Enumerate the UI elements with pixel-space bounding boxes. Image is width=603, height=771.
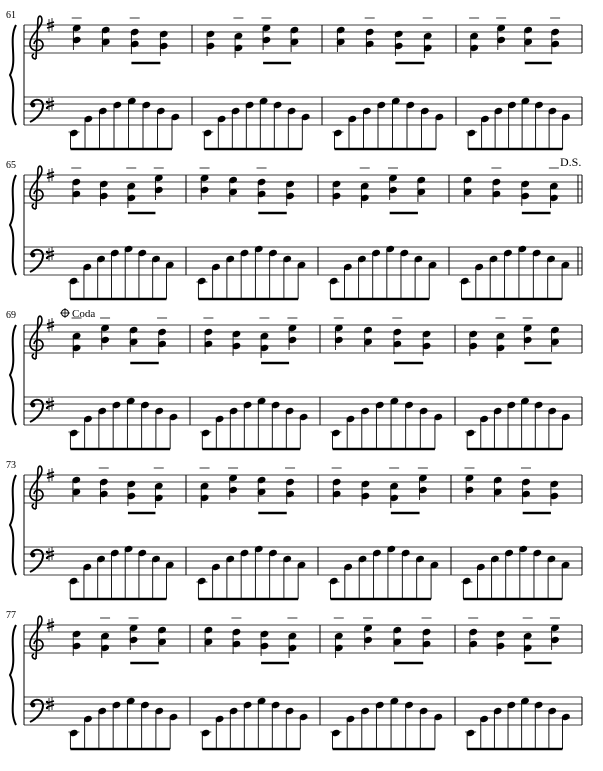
treble-clef-icon (30, 16, 43, 59)
measure-number: 65 (6, 160, 16, 171)
system (6, 10, 582, 149)
system (6, 155, 582, 299)
treble-clef-icon (30, 166, 43, 209)
brace-icon (10, 175, 16, 275)
coda-label: Coda (72, 308, 96, 320)
bass-clef-dot (31, 253, 36, 258)
ds-marking: D.S. (560, 155, 582, 169)
bass-clef-dot (31, 703, 36, 708)
treble-clef-icon (30, 316, 43, 359)
measure-number: 77 (6, 610, 16, 621)
brace-icon (10, 325, 16, 425)
bass-clef-dot (31, 403, 36, 408)
system (6, 308, 582, 449)
treble-clef-icon (30, 466, 43, 509)
system (6, 610, 582, 749)
system (6, 460, 582, 599)
bass-clef-dot (31, 553, 36, 558)
treble-clef-icon (30, 616, 43, 659)
measure-number: 61 (6, 10, 16, 21)
brace-icon (10, 475, 16, 575)
measure-number: 69 (6, 310, 16, 321)
bass-clef-dot (31, 103, 36, 108)
brace-icon (10, 25, 16, 125)
measure-number: 73 (6, 460, 16, 471)
brace-icon (10, 625, 16, 725)
